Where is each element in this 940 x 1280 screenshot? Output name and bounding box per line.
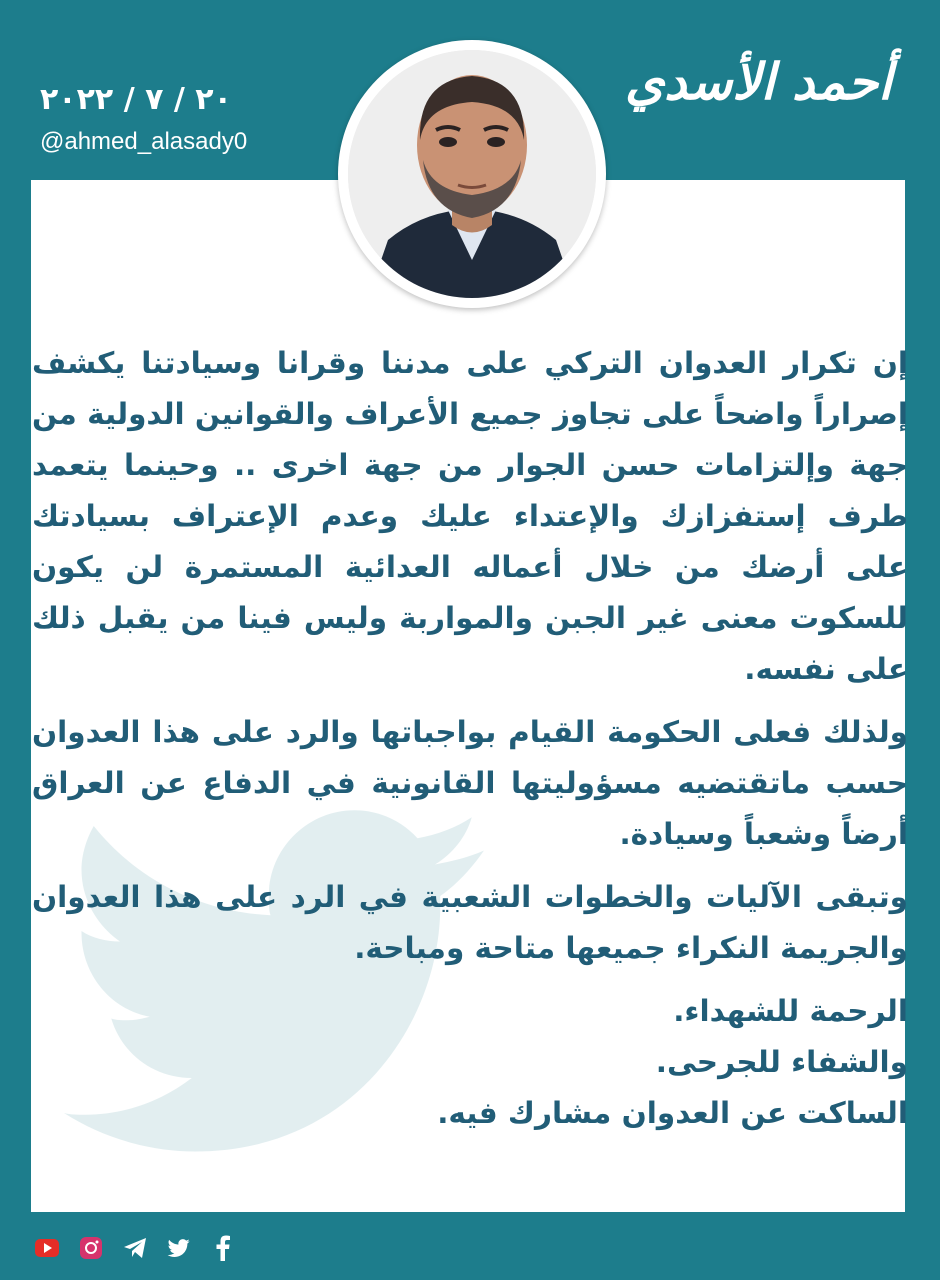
- statement-paragraph-1: إن تكرار العدوان التركي على مدننا وقرانا وسيادتنا يكشف إصراراً واضحاً على تجاوز جميع الأعراف والقوانين الدولية من جهة وإلتزامات حسن الجوار من جهة اخرى .. وحينما يتعمد طرف إستفزازك والإعتداء عليك وعدم الإعتراف بسيادتك على أرضك من خلال أعماله العدائية المستمرة لن يكون للسكوت معنى غير الجبن والمواربة وليس فينا من يقبل ذلك على نفسه.: [31, 346, 908, 686]
- statement-paragraph-3: وتبقى الآليات والخطوات الشعبية في الرد على هذا العدوان والجريمة النكراء جميعها متاحة ومباحة.: [32, 880, 908, 965]
- closing-lines: [32, 986, 908, 1139]
- twitter-handle: @ahmed_alasady0: [40, 128, 248, 155]
- twitter-icon[interactable]: [166, 1235, 192, 1261]
- post-date: ٢٠ / ٧ / ٢٠٢٢: [40, 82, 232, 117]
- social-icons-bar: [34, 1235, 236, 1261]
- closing-line-1: الرحمة للشهداء.: [673, 994, 908, 1028]
- author-name: أحمد الأسدي: [624, 52, 892, 111]
- statement-body: [32, 338, 908, 1139]
- closing-line-2: والشفاء للجرحى.: [655, 1045, 908, 1079]
- youtube-icon[interactable]: [34, 1235, 60, 1261]
- facebook-icon[interactable]: [210, 1235, 236, 1261]
- instagram-icon[interactable]: [78, 1235, 104, 1261]
- statement-paragraph-2: ولذلك فعلى الحكومة القيام بواجباتها والرد على هذا العدوان حسب ماتقتضيه مسؤوليتها القانونية في الدفاع عن العراق أرضاً وشعباً وسيادة.: [32, 715, 908, 851]
- author-portrait: [348, 50, 596, 298]
- closing-line-3: الساكت عن العدوان مشارك فيه.: [437, 1096, 908, 1130]
- author-avatar: [348, 50, 596, 298]
- telegram-icon[interactable]: [122, 1235, 148, 1261]
